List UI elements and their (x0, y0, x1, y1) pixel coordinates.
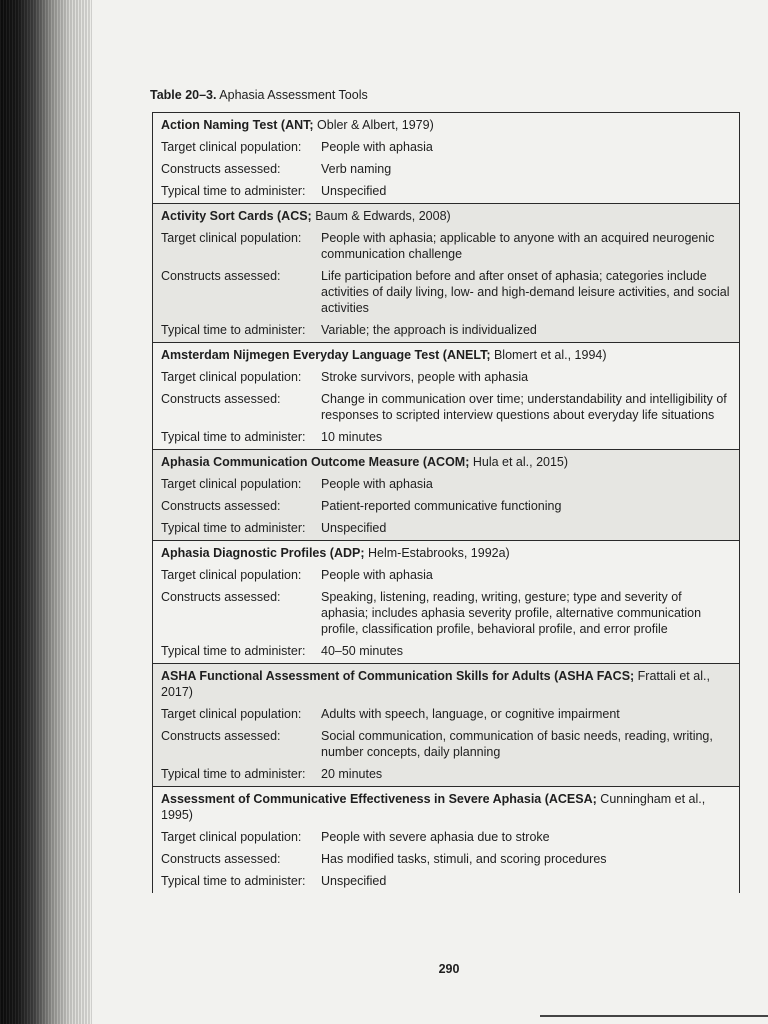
tool-name: ASHA Functional Assessment of Communication Skills for Adults (ASHA FACS; (161, 669, 635, 683)
row-value: Unspecified (321, 184, 387, 198)
row-constructs (161, 498, 731, 514)
row-value: 20 minutes (321, 767, 383, 781)
row-value: People with severe aphasia due to stroke (321, 830, 550, 844)
tool-name: Action Naming Test (ANT; (161, 118, 314, 132)
row-constructs (161, 851, 731, 867)
row-label: Target clinical population: (161, 231, 302, 245)
row-label: Constructs assessed: (161, 729, 281, 743)
row-label: Typical time to administer: (161, 323, 306, 337)
row-value: Unspecified (321, 521, 387, 535)
table-title (150, 88, 368, 102)
row-time (161, 520, 731, 536)
row-population (161, 706, 731, 722)
row-constructs (161, 161, 731, 177)
tool-citation: Blomert et al., 1994) (490, 348, 607, 362)
row-time (161, 873, 731, 889)
page-edge-line (540, 1015, 768, 1017)
row-value: People with aphasia (321, 477, 433, 491)
entry-heading (161, 454, 731, 470)
tool-name: Aphasia Diagnostic Profiles (ADP; (161, 546, 365, 560)
row-label: Constructs assessed: (161, 852, 281, 866)
row-time (161, 643, 731, 659)
row-time (161, 766, 731, 782)
row-value: Stroke survivors, people with aphasia (321, 370, 529, 384)
entry-heading (161, 545, 731, 561)
row-constructs (161, 728, 731, 760)
row-constructs (161, 391, 731, 423)
row-value: People with aphasia; applicable to anyone with an acquired neurogenic communication challenge (321, 231, 715, 261)
row-population (161, 139, 731, 155)
tool-citation: Frattali et al., 2017) (161, 669, 710, 699)
table-entry (153, 787, 739, 893)
row-value: 40–50 minutes (321, 644, 404, 658)
row-value: Change in communication over time; understandability and intelligibility of responses to scripted interview questions about everyday life situations (321, 392, 727, 422)
row-population (161, 230, 731, 262)
row-label: Target clinical population: (161, 477, 302, 491)
row-label: Constructs assessed: (161, 269, 281, 283)
row-label: Typical time to administer: (161, 521, 306, 535)
tool-name: Activity Sort Cards (ACS; (161, 209, 312, 223)
row-value: Adults with speech, language, or cognitive impairment (321, 707, 620, 721)
entry-heading (161, 791, 731, 823)
row-value: Variable; the approach is individualized (321, 323, 537, 337)
row-label: Typical time to administer: (161, 430, 306, 444)
tool-citation: Baum & Edwards, 2008) (311, 209, 451, 223)
page-number: 290 (438, 962, 460, 976)
table-caption: Aphasia Assessment Tools (219, 88, 368, 102)
row-population (161, 829, 731, 845)
row-value: Speaking, listening, reading, writing, gesture; type and severity of aphasia; includes aphasia severity profile, alternative communication profile, classification profile, behavioral profile, and error profile (321, 590, 702, 636)
tool-citation: Obler & Albert, 1979) (313, 118, 434, 132)
row-population (161, 476, 731, 492)
book-spine-shadow (0, 0, 92, 1024)
row-value: Has modified tasks, stimuli, and scoring procedures (321, 852, 607, 866)
row-time (161, 322, 731, 338)
row-label: Typical time to administer: (161, 184, 306, 198)
row-population (161, 369, 731, 385)
row-label: Constructs assessed: (161, 392, 281, 406)
table-number: Table 20–3. (150, 88, 217, 102)
row-value: Unspecified (321, 874, 387, 888)
row-label: Constructs assessed: (161, 590, 281, 604)
entry-heading (161, 347, 731, 363)
table-entry (153, 450, 739, 541)
tool-citation: Cunningham et al., 1995) (161, 792, 706, 822)
row-label: Typical time to administer: (161, 767, 306, 781)
tool-name: Assessment of Communicative Effectiveness in Severe Aphasia (ACESA; (161, 792, 597, 806)
assessment-table (152, 112, 740, 893)
tool-name: Amsterdam Nijmegen Everyday Language Test (ANELT; (161, 348, 491, 362)
row-value: Patient-reported communicative functioning (321, 499, 562, 513)
row-value: People with aphasia (321, 140, 433, 154)
entry-heading (161, 208, 731, 224)
row-time (161, 429, 731, 445)
table-entry (153, 113, 739, 204)
row-label: Target clinical population: (161, 830, 302, 844)
table-entry (153, 664, 739, 787)
row-value: Verb naming (321, 162, 392, 176)
row-label: Target clinical population: (161, 370, 302, 384)
row-label: Target clinical population: (161, 707, 302, 721)
entry-heading (161, 117, 731, 133)
row-population (161, 567, 731, 583)
row-label: Constructs assessed: (161, 162, 281, 176)
row-constructs (161, 268, 731, 316)
row-label: Typical time to administer: (161, 874, 306, 888)
table-entry (153, 343, 739, 450)
tool-citation: Hula et al., 2015) (469, 455, 569, 469)
row-label: Target clinical population: (161, 140, 302, 154)
tool-citation: Helm-Estabrooks, 1992a) (364, 546, 510, 560)
row-value: People with aphasia (321, 568, 433, 582)
entry-heading (161, 668, 731, 700)
row-time (161, 183, 731, 199)
row-label: Constructs assessed: (161, 499, 281, 513)
row-value: Social communication, communication of basic needs, reading, writing, number concepts, daily planning (321, 729, 713, 759)
row-value: 10 minutes (321, 430, 383, 444)
table-entry (153, 204, 739, 343)
row-label: Target clinical population: (161, 568, 302, 582)
row-label: Typical time to administer: (161, 644, 306, 658)
row-value: Life participation before and after onset of aphasia; categories include activities of daily living, low- and high-demand leisure activities, and social activities (321, 269, 730, 315)
tool-name: Aphasia Communication Outcome Measure (ACOM; (161, 455, 470, 469)
table-entry (153, 541, 739, 664)
row-constructs (161, 589, 731, 637)
